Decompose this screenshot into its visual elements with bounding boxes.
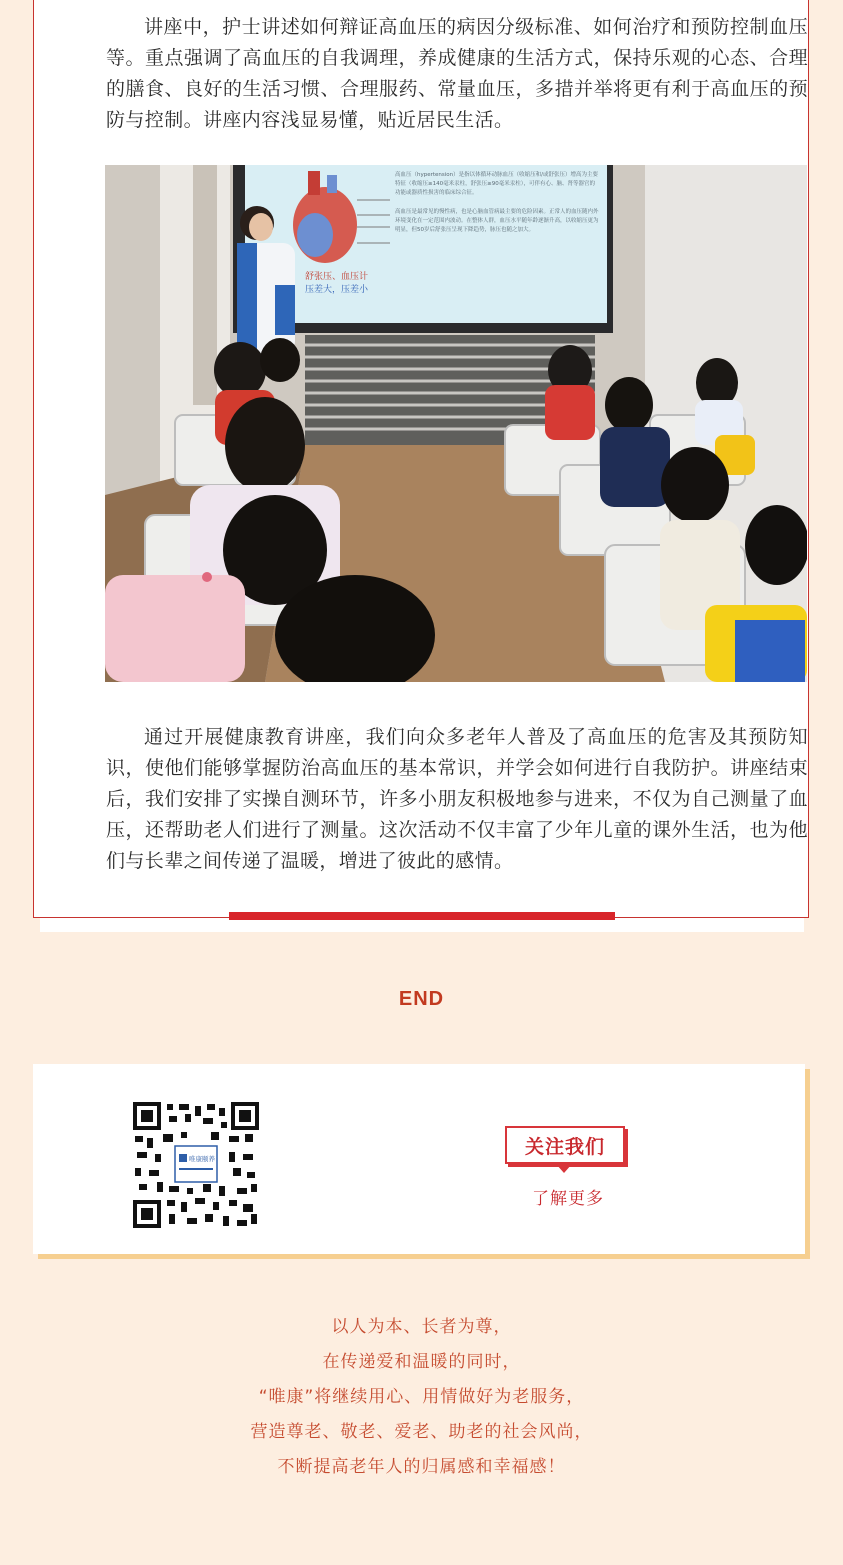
qr-code[interactable] — [133, 1102, 259, 1228]
lecture-photo — [105, 165, 807, 682]
learn-more-link[interactable]: 了解更多 — [532, 1189, 604, 1209]
slide-label-left: 舒张压、血压计 — [305, 272, 369, 282]
follow-button-pointer — [556, 1164, 572, 1173]
closing-line: 营造尊老、敬老、爱老、助老的社会风尚， — [250, 1422, 593, 1442]
slide-body: 高血压是最常见的慢性病，也是心脑血管病最主要的危险因素。正常人的血压随内外环境变化在一定范围内波动。在整体人群，血压水平随年龄逐渐升高，以收缩压更为明显，但50岁后舒张压呈现下降趋势，脉压也随之加大。 — [395, 209, 599, 233]
closing-line: “唯康”将继续用心、用情做好为老服务， — [258, 1387, 585, 1407]
article-paragraph-1: 讲座中，护士讲述如何辩证高血压的病因分级标准、如何治疗和预防控制血压等。重点强调了高血压的自我调理，养成健康的生活方式，保持乐观的心态、合理的膳食、良好的生活习惯、合理服药、常量血压，多措并举将更有利于高血压的预防与控制。讲座内容浅显易懂，贴近居民生活。 — [106, 16, 808, 131]
closing-line: 以人为本、长者为尊， — [331, 1317, 512, 1337]
slide-label-right: 压差大，压差小 — [305, 285, 369, 295]
article-card — [33, 0, 809, 918]
closing-line: 不断提高老年人的归属感和幸福感！ — [277, 1457, 566, 1477]
end-label: END — [398, 988, 445, 1010]
card-shadow-strip — [40, 918, 804, 932]
slide-heading: 高血压（hypertension）是指以体循环动脉血压（收缩压和/或舒张压）增高为主要特征（收缩压≥140毫米汞柱，舒张压≥90毫米汞柱），可伴有心、脑、肾等器官的功能或器质性损害的临床综合征。 — [395, 172, 599, 196]
card-red-bar — [229, 912, 615, 920]
article-paragraph-2: 通过开展健康教育讲座，我们向众多老年人普及了高血压的危害及其预防知识，使他们能够掌握防治高血压的基本常识，并学会如何进行自我防护。讲座结束后，我们安排了实操自测环节，许多小朋友积极地参与进来，不仅为自己测量了血压，还帮助老人们进行了测量。这次活动不仅丰富了少年儿童的课外生活，也为他们与长辈之间传递了温暖，增进了彼此的感情。 — [106, 726, 808, 872]
follow-card — [33, 1064, 805, 1254]
closing-message — [0, 1310, 843, 1485]
closing-line: 在传递爱和温暖的同时， — [322, 1352, 521, 1372]
qr-logo-text: 唯康颐养 — [189, 1155, 215, 1163]
follow-us-button[interactable]: 关注我们 — [505, 1126, 625, 1164]
